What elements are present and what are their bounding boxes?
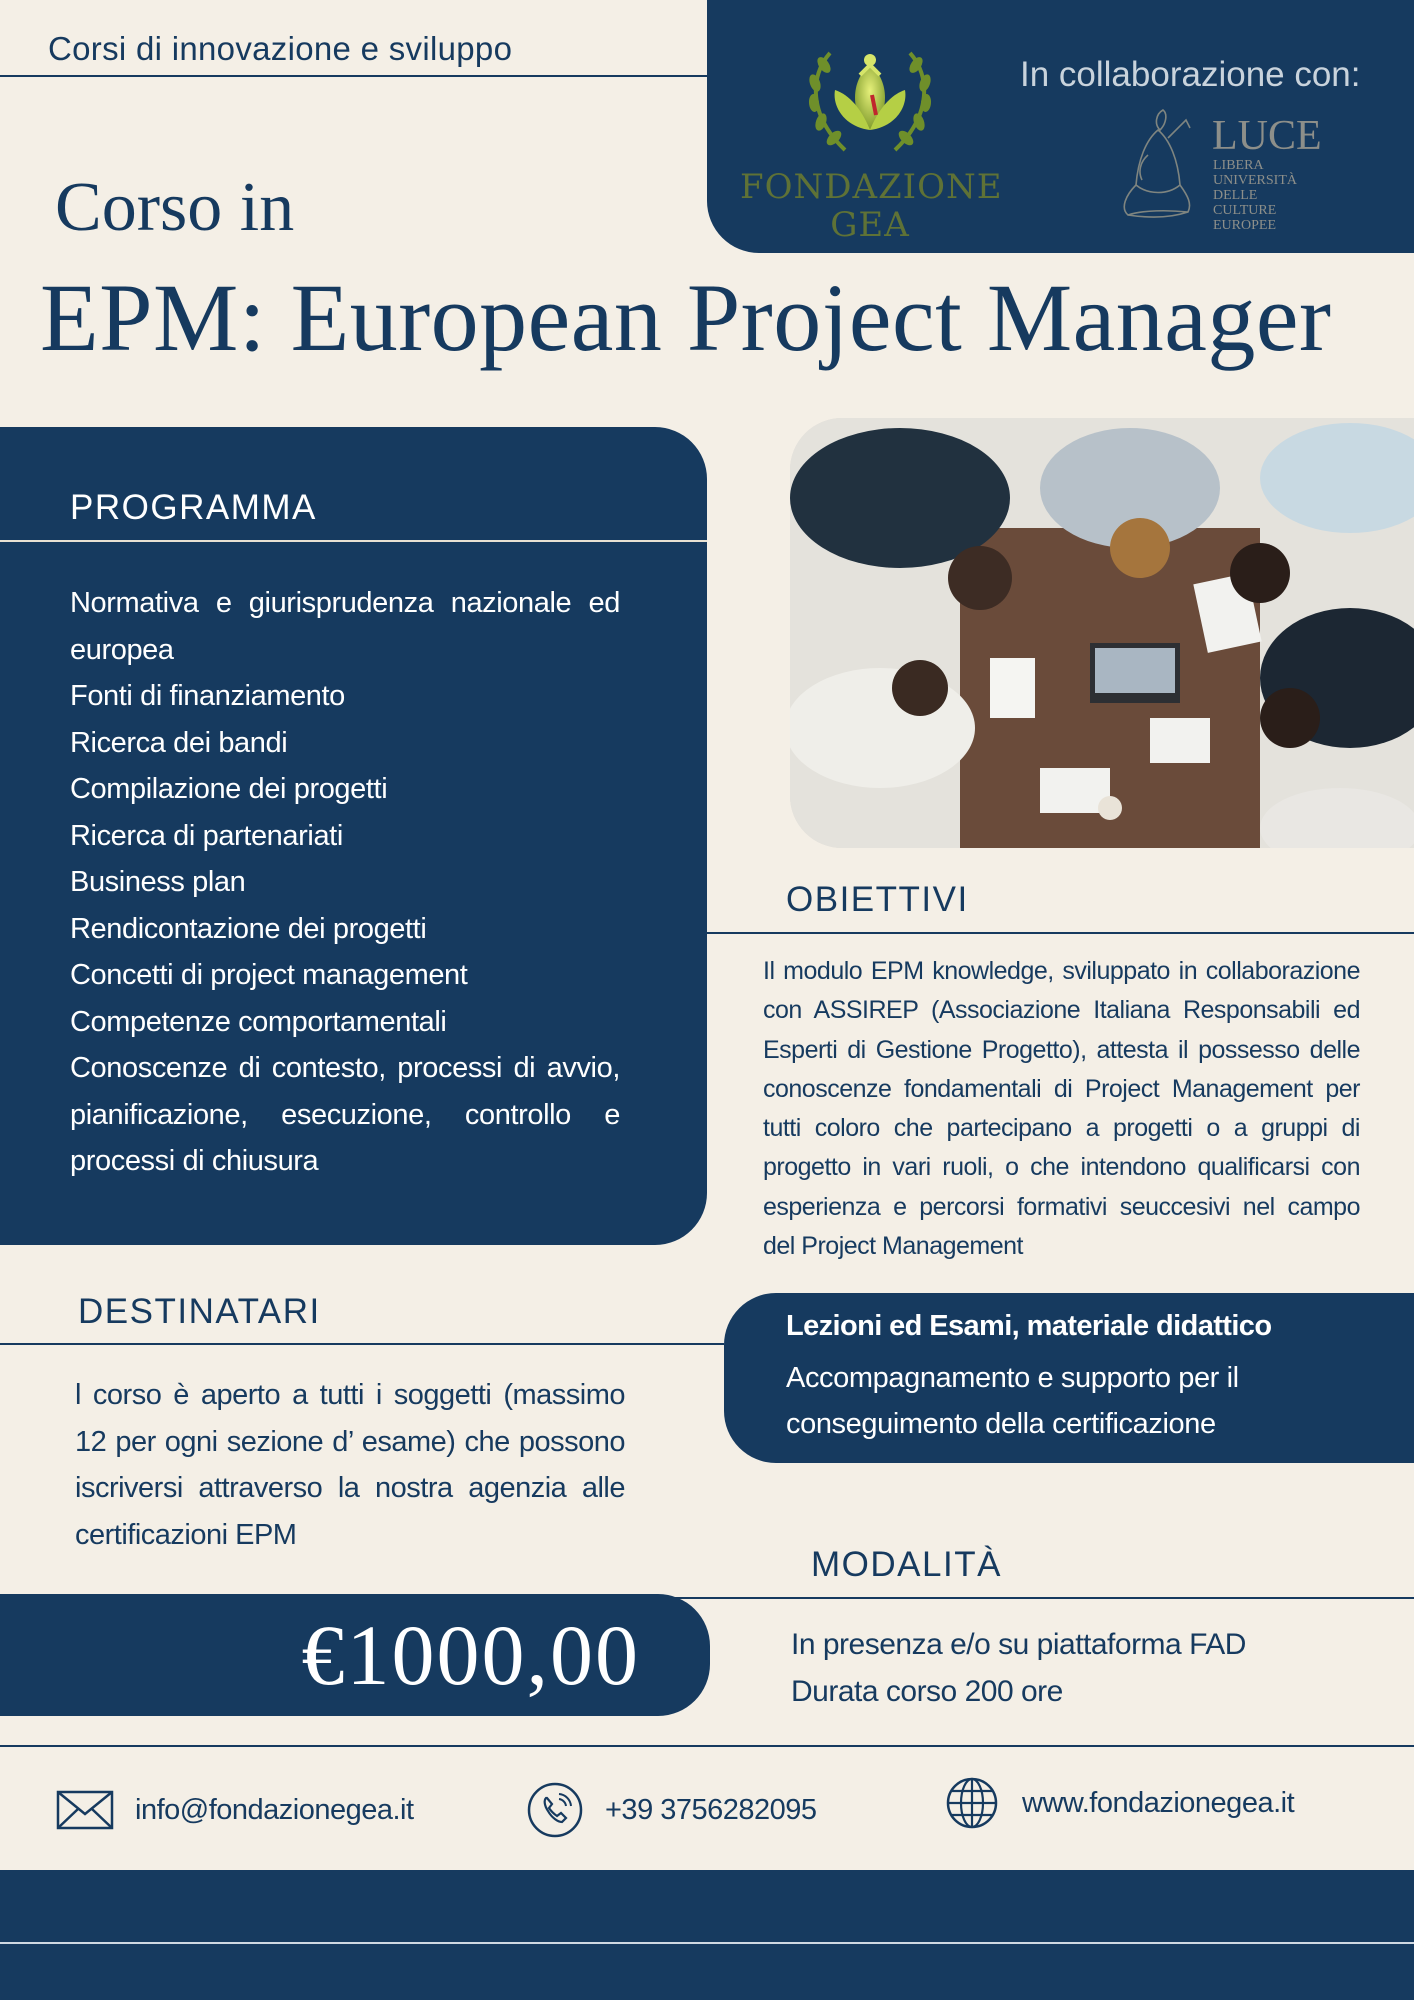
- list-item: Conoscenze di contesto, processi di avvio, pianificazione, esecuzione, controllo e processi di chiusura: [70, 1052, 620, 1177]
- programma-heading: PROGRAMMA: [70, 488, 317, 527]
- team-meeting-photo: [790, 418, 1414, 848]
- globe-icon: [942, 1778, 1002, 1828]
- footer-band: [0, 1870, 1414, 2000]
- gea-wordmark-line-1: FONDAZIONE: [740, 167, 1003, 207]
- modalita-heading: MODALITÀ: [811, 1545, 1002, 1584]
- website-contact-link[interactable]: [942, 1778, 1294, 1828]
- luce-wordmark: LUCE: [1212, 113, 1322, 159]
- list-item: Competenze comportamentali: [70, 1005, 447, 1038]
- contacts-divider: [0, 1745, 1414, 1747]
- list-item: Business plan: [70, 866, 246, 898]
- list-item: Normativa e giurisprudenza nazionale ed europea: [70, 587, 620, 666]
- phone-contact-link[interactable]: [525, 1785, 817, 1835]
- destinatari-heading: DESTINATARI: [78, 1292, 321, 1331]
- fondazione-gea-logo: [790, 35, 950, 165]
- luce-emblem-icon: [1108, 100, 1208, 225]
- email-text: info@fondazionegea.it: [135, 1793, 414, 1826]
- email-contact-link[interactable]: [55, 1785, 414, 1835]
- gea-wordmark-line-2: GEA: [830, 205, 910, 245]
- tagline-divider: [0, 75, 707, 77]
- lezioni-title: Lezioni ed Esami, materiale didattico: [786, 1310, 1272, 1342]
- destinatari-divider: [0, 1343, 724, 1345]
- modalita-line: In presenza e/o su piattaforma FAD: [791, 1628, 1246, 1661]
- lezioni-text: Accompagnamento e supporto per il conseguimento della certificazione: [786, 1362, 1239, 1440]
- tagline: Corsi di innovazione e sviluppo: [48, 30, 513, 67]
- team-meeting-illustration: [790, 418, 1414, 848]
- footer-divider: [0, 1942, 1414, 1944]
- course-prefix: Corso in: [55, 169, 295, 246]
- obiettivi-text: Il modulo EPM knowledge, sviluppato in collaborazione con ASSIREP (Associazione Italiana Responsabili ed Esperti di Gestione Progetto), attesta il possesso delle conoscenze fondamentali di Project Management per tutti coloro che partecipano a progetti o a gruppi di progetto in vari ruoli, o che intendono qualificarsi con esperienza e percorsi formativi seuccesivi nel campo del Project Management: [763, 957, 1360, 1261]
- list-item: Concetti di project management: [70, 959, 468, 991]
- list-item: Rendicontazione dei progetti: [70, 912, 427, 945]
- list-item: Fonti di finanziamento: [70, 680, 345, 712]
- modalita-line: Durata corso 200 ore: [791, 1675, 1063, 1708]
- list-item: Compilazione dei progetti: [70, 773, 388, 805]
- fondazione-gea-wordmark: [740, 167, 1003, 245]
- programma-list: [70, 580, 620, 1185]
- list-item: Ricerca di partenariati: [70, 819, 343, 852]
- obiettivi-divider: [707, 932, 1414, 934]
- phone-text: +39 3756282095: [605, 1793, 817, 1826]
- destinatari-text: l corso è aperto a tutti i soggetti (massimo 12 per ogni sezione d’ esame) che possono iscriversi attraverso la nostra agenzia alle certificazioni EPM: [75, 1379, 625, 1551]
- programma-divider: [0, 540, 707, 542]
- obiettivi-heading: OBIETTIVI: [786, 880, 969, 919]
- list-item: Ricerca dei bandi: [70, 726, 288, 759]
- mail-icon: [55, 1785, 115, 1835]
- course-title: EPM: European Project Manager: [40, 264, 1332, 371]
- collaboration-label: In collaborazione con:: [1020, 55, 1361, 94]
- phone-icon: [525, 1785, 585, 1835]
- modalita-divider: [670, 1597, 1414, 1599]
- course-price: €1000,00: [301, 1607, 640, 1703]
- luce-subtitle: LIBERA UNIVERSITÀ DELLE CULTURE EUROPEE: [1213, 158, 1297, 233]
- website-text: www.fondazionegea.it: [1022, 1786, 1295, 1819]
